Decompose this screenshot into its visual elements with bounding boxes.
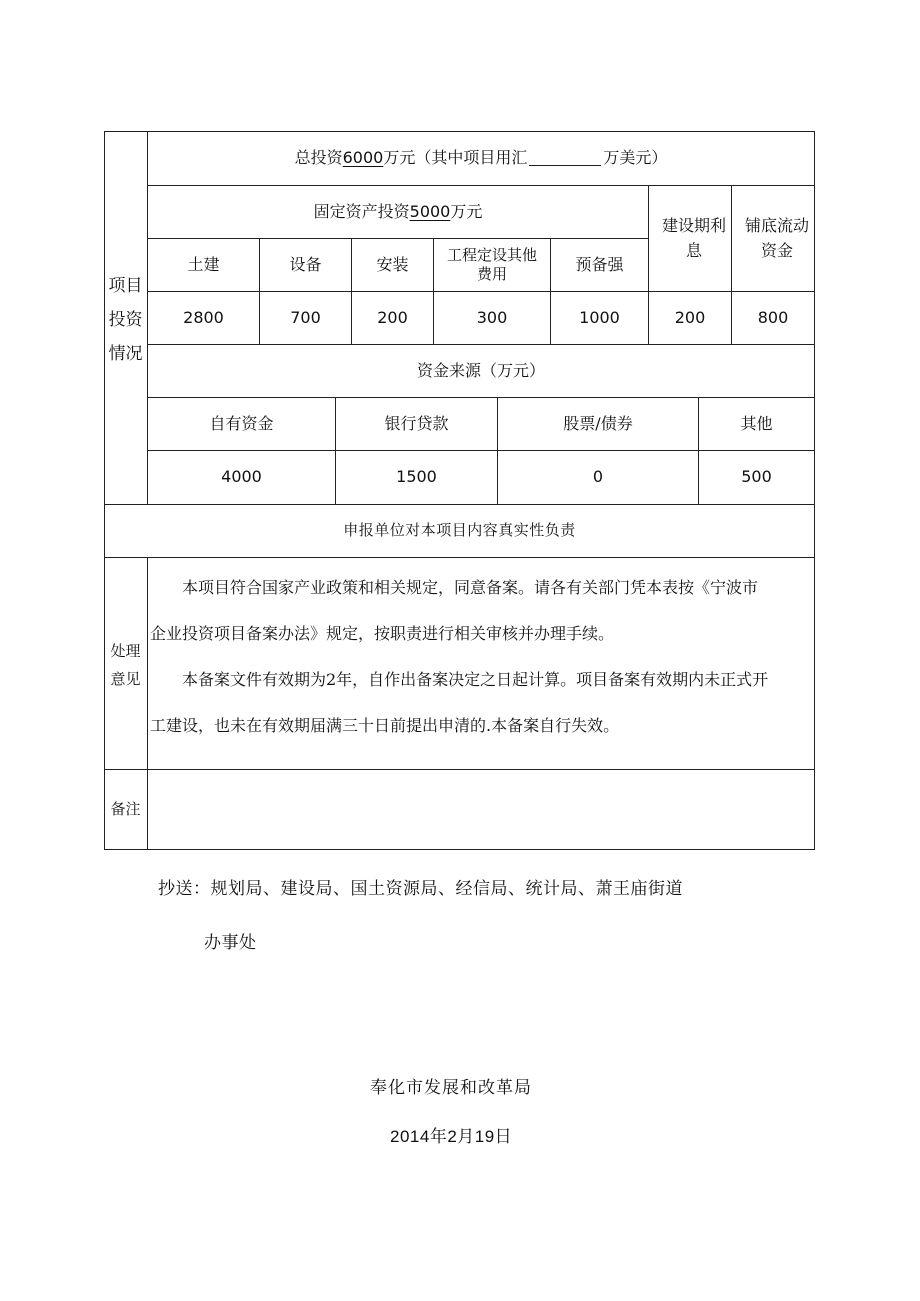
opinion-line: 工建设，也未在有效期届满三十日前提出申清的.本备案自行失效。 <box>150 716 620 735</box>
breakdown-value: 1000 <box>579 307 620 327</box>
total-investment-prefix: 总投资 <box>294 148 343 168</box>
rule <box>104 769 815 770</box>
fx-amount-blank <box>529 151 601 166</box>
rule <box>147 557 148 850</box>
issue-date: 2014年2月19日 <box>390 1127 513 1146</box>
fixed-asset-amount: 5000 <box>409 201 451 221</box>
issuer-name: 奉化市发展和改革局 <box>370 1078 532 1098</box>
funding-header: 其他 <box>740 413 773 433</box>
breakdown-header: 预备强 <box>575 254 624 274</box>
funding-header: 银行贷款 <box>384 413 449 433</box>
funding-value: 0 <box>592 467 604 487</box>
opinion-line: 企业投资项目备案办法》规定，按职责进行相关审核并办理手续。 <box>150 624 615 643</box>
breakdown-header: 土建 <box>187 254 220 274</box>
working-capital-header: 铺底流动 资金 <box>744 215 809 260</box>
funding-header: 股票/债券 <box>563 413 633 433</box>
fixed-asset-suffix: 万元 <box>450 201 483 221</box>
total-investment-amount: 6000 <box>342 148 384 168</box>
cc-line: 办事处 <box>204 933 257 953</box>
interest-value: 200 <box>674 307 706 327</box>
section-label: 项目 投资 情况 <box>108 276 143 364</box>
breakdown-value: 2800 <box>183 307 224 327</box>
breakdown-value: 300 <box>476 307 508 327</box>
rule <box>104 557 815 558</box>
breakdown-value: 200 <box>377 307 408 327</box>
responsibility-statement: 申报单位对本项目内容真实性负责 <box>343 521 576 540</box>
funding-value: 4000 <box>221 467 262 487</box>
funding-header: 自有资金 <box>209 413 274 433</box>
funding-title: 资金来源（万元） <box>416 360 545 380</box>
breakdown-header: 工程定设其他 费用 <box>446 245 537 283</box>
cc-line: 抄送：规划局、建设局、国土资源局、经信局、统计局、萧王庙街道 <box>158 879 683 899</box>
breakdown-header: 安装 <box>376 254 409 274</box>
funding-value: 500 <box>741 467 772 487</box>
opinion-line: 本项目符合国家产业政策和相关规定，同意备案。请各有关部门凭本表按《宁波市 <box>182 578 759 597</box>
total-investment-mid: 万元（其中项目用汇 <box>383 148 528 168</box>
opinion-line: 本备案文件有效期为2年，自作出备案决定之日起计算。项目备案有效期内未正式开 <box>182 670 769 689</box>
breakdown-header: 设备 <box>289 254 322 274</box>
fixed-asset-row <box>148 186 648 238</box>
total-investment-row <box>148 132 814 185</box>
breakdown-value: 700 <box>290 307 321 327</box>
funding-value: 1500 <box>396 467 437 487</box>
opinion-label: 处理 意见 <box>110 641 141 688</box>
interest-header: 建设期利 息 <box>661 215 726 260</box>
total-investment-suffix: 万美元） <box>603 148 668 168</box>
working-capital-value: 800 <box>757 307 789 327</box>
opinion-text <box>150 565 810 749</box>
remarks-label: 备注 <box>110 800 141 819</box>
fixed-asset-prefix: 固定资产投资 <box>313 201 410 221</box>
